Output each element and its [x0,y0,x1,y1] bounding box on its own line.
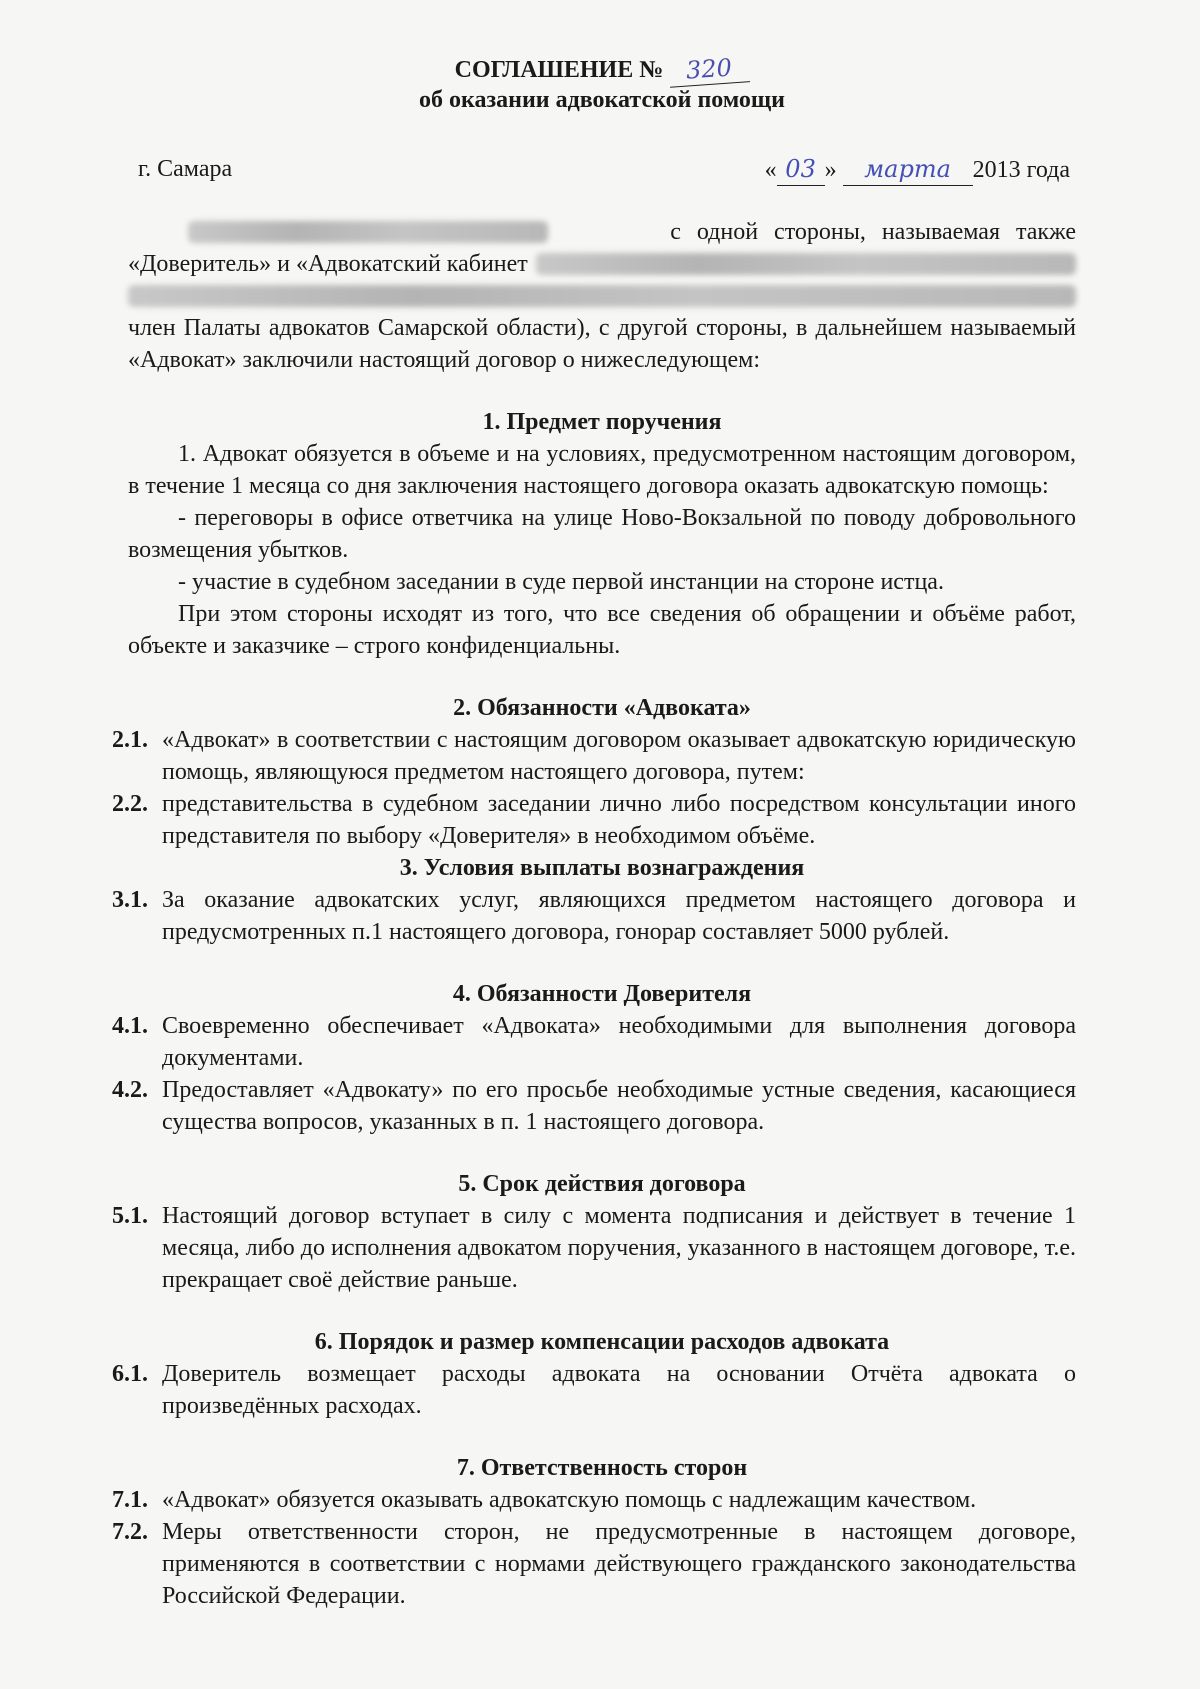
clause-number: 6.1. [112,1361,148,1387]
section-2-title: 2. Обязанности «Адвоката» [453,695,751,721]
section-6-title: 6. Порядок и размер компенсации расходов адвоката [314,1329,890,1355]
clause-number: 7.1. [112,1487,148,1513]
clause-2-1 [112,724,1076,788]
intro-part1: с одной стороны, называемая также [670,219,1076,245]
clause-number: 5.1. [112,1203,148,1229]
section-5-title: 5. Срок действия договора [458,1171,746,1197]
date-close-quote: » [824,157,837,183]
clause-4-2 [112,1074,1076,1138]
clause-number: 2.1. [112,727,148,753]
clause-number: 2.2. [112,791,148,817]
intro-paragraph [128,216,1076,376]
clause-text: Меры ответственности сторон, не предусмотренные в настоящем договоре, применяются в соответствии с нормами действующего гражданского законодательства Российской Федерации. [162,1519,1076,1609]
redacted-lawyer-details [128,285,1076,307]
section-1-p2: - переговоры в офисе ответчика на улице Ново-Вокзальной по поводу добровольного возмещения убытков. [128,505,1076,563]
clause-7-2 [112,1516,1076,1612]
date [765,153,1070,186]
clause-number: 7.2. [112,1519,148,1545]
intro-part2: «Доверитель» и «Адвокатский кабинет [128,251,528,277]
clause-number: 4.1. [112,1013,148,1039]
clause-text: Своевременно обеспечивает «Адвоката» необходимыми для выполнения договора документами. [162,1013,1076,1071]
clause-text: За оказание адвокатских услуг, являющихся предметом настоящего договора и предусмотренных п.1 настоящего договора, гонорар составляет 5000 рублей. [162,887,1076,945]
document-title [128,54,1076,85]
section-1-p4: При этом стороны исходят из того, что все сведения об обращении и объёме работ, объекте и заказчике – строго конфиденциальны. [128,601,1076,659]
clause-2-2 [112,788,1076,852]
clause-text: представительства в судебном заседании лично либо посредством консультации иного представителя по выбору «Доверителя» в необходимом объёме. [162,791,1076,849]
section-1-p1: 1. Адвокат обязуется в объеме и на условиях, предусмотренном настоящим договором, в течение 1 месяца со дня заключения настоящего договора оказать адвокатскую помощь: [128,441,1076,499]
place-date-line [128,153,1076,186]
handwritten-number: 320 [668,51,750,88]
section-3-title: 3. Условия выплаты вознаграждения [399,855,805,881]
city: г. Самара [138,156,233,182]
clause-number: 3.1. [112,887,148,913]
clause-4-1 [112,1010,1076,1074]
section-7-title: 7. Ответственность сторон [456,1455,748,1481]
redacted-lawyer-name [536,253,1076,275]
date-year: 2013 года [972,157,1070,183]
document-subtitle: об оказании адвокатской помощи [419,87,785,113]
clause-text: «Адвокат» обязуется оказывать адвокатскую помощь с надлежащим качеством. [162,1487,977,1513]
handwritten-day: 03 [777,153,825,186]
clause-6-1 [112,1358,1076,1422]
clause-text: Предоставляет «Адвокату» по его просьбе необходимые устные сведения, касающиеся существа вопросов, указанных в п. 1 настоящего договора. [162,1077,1076,1135]
clause-number: 4.2. [112,1077,148,1103]
intro-part3: член Палаты адвокатов Самарской области), с другой стороны, в дальнейшем называемый «Адвокат» заключили настоящий договор о нижеследующем: [128,315,1076,373]
clause-3-1 [112,884,1076,948]
title-text: СОГЛАШЕНИЕ № [454,57,664,83]
section-1-p3: - участие в судебном заседании в суде первой инстанции на стороне истца. [178,569,944,595]
section-4-title: 4. Обязанности Доверителя [452,981,752,1007]
section-1-title: 1. Предмет поручения [482,409,722,435]
date-open-quote: « [764,157,777,183]
clause-text: Настоящий договор вступает в силу с момента подписания и действует в течение 1 месяца, либо до исполнения адвокатом поручения, указанного в настоящем договоре, т.е. прекращает своё действие раньше. [162,1203,1076,1293]
handwritten-month: марта [843,153,973,186]
clause-5-1 [112,1200,1076,1296]
clause-text: Доверитель возмещает расходы адвоката на основании Отчёта адвоката о произведённых расходах. [162,1361,1076,1419]
redacted-client-name [188,221,548,243]
clause-7-1 [112,1484,1076,1516]
document-body [112,48,1076,1612]
clause-text: «Адвокат» в соответствии с настоящим договором оказывает адвокатскую юридическую помощь, являющуюся предметом настоящего договора, путем: [162,727,1076,785]
